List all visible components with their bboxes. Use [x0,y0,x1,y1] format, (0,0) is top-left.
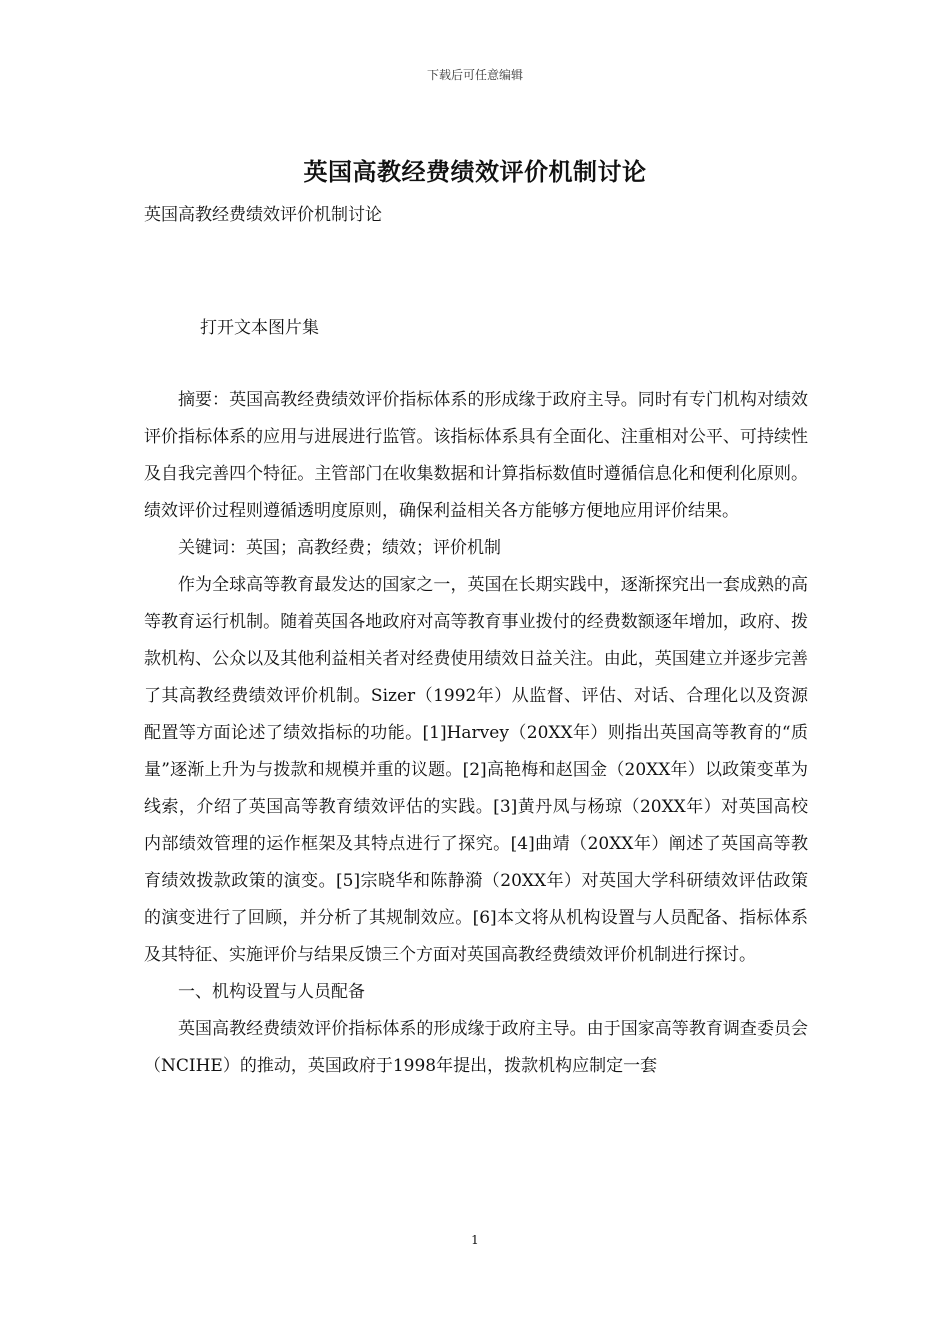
document-title: 英国高教经费绩效评价机制讨论 [303,157,647,186]
section-paragraph: 英国高教经费绩效评价指标体系的形成缘于政府主导。由于国家高等教育调查委员会（NCIHE）的推动，英国政府于1998年提出，拨款机构应制定一套 [144,1019,808,1076]
document-body [144,382,808,1085]
keywords-paragraph: 关键词：英国；高教经费；绩效；评价机制 [178,538,501,558]
intro-paragraph: 作为全球高等教育最发达的国家之一，英国在长期实践中，逐渐探究出一套成熟的高等教育运行机制。随着英国各地政府对高等教育事业拨付的经费数额逐年增加，政府、拨款机构、公众以及其他利益相关者对经费使用绩效日益关注。由此，英国建立并逐步完善了其高教经费绩效评价机制。Sizer（1992年）从监督、评估、对话、合理化以及资源配置等方面论述了绩效指标的功能。[1]Harvey（20XX年）则指出英国高等教育的“质量”逐渐上升为与拨款和规模并重的议题。[2]高艳梅和赵国金（20XX年）以政策变革为线索，介绍了英国高等教育绩效评估的实践。[3]黄丹凤与杨琼（20XX年）对英国高校内部绩效管理的运作框架及其特点进行了探究。[4]曲靖（20XX年）阐述了英国高等教育绩效拨款政策的演变。[5]宗晓华和陈静漪（20XX年）对英国大学科研绩效评估政策的演变进行了回顾，并分析了其规制效应。[6]本文将从机构设置与人员配备、指标体系及其特征、实施评价与结果反馈三个方面对英国高教经费绩效评价机制进行探讨。 [144,575,808,965]
document-subtitle: 英国高教经费绩效评价机制讨论 [144,205,382,225]
page-header-note: 下载后可任意编辑 [426,68,523,82]
abstract-paragraph: 摘要：英国高教经费绩效评价指标体系的形成缘于政府主导。同时有专门机构对绩效评价指标体系的应用与进展进行监管。该指标体系具有全面化、注重相对公平、可持续性及自我完善四个特征。主管部门在收集数据和计算指标数值时遵循信息化和便利化原则。绩效评价过程则遵循透明度原则，确保利益相关各方能够方便地应用评价结果。 [144,390,808,521]
section-heading: 一、机构设置与人员配备 [178,982,365,1002]
open-image-set-link[interactable]: 打开文本图片集 [200,318,319,338]
page-number: 1 [471,1233,479,1247]
